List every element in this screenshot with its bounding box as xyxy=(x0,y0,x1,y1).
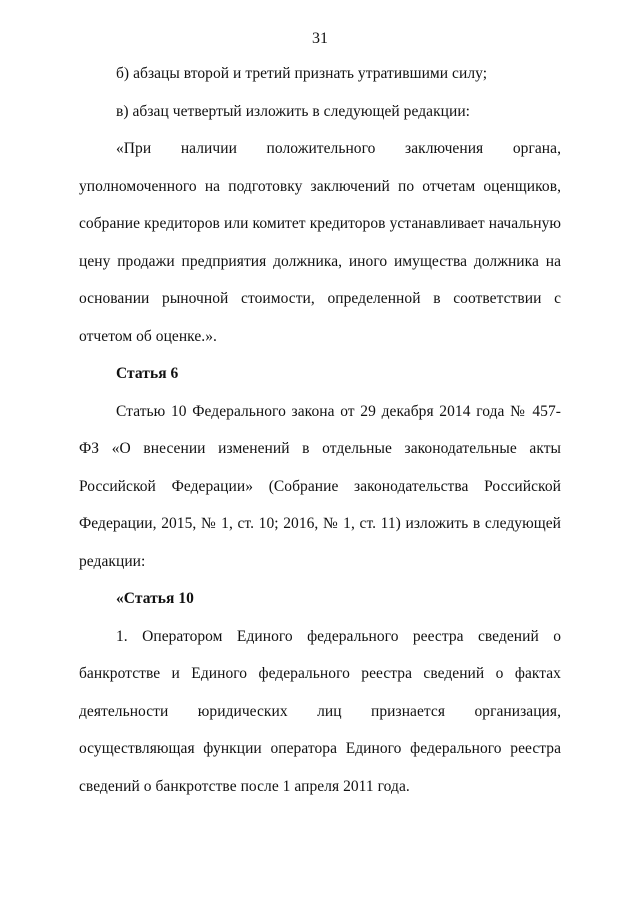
article-6-heading: Статья 6 xyxy=(116,365,179,382)
body-text-block xyxy=(79,55,561,805)
article-10-heading: «Статья 10 xyxy=(116,590,194,607)
paragraph-b: б) абзацы второй и третий признать утратившими силу; xyxy=(116,65,488,82)
page-number: 31 xyxy=(311,30,329,47)
article-10-item-1: 1. Оператором Единого федерального реестра сведений о банкротстве и Единого федерального реестра сведений о фактах деятельности юридических лиц признается организация, осуществляющая функции оператора Единого федерального реестра сведений о банкротстве после 1 апреля 2011 года. xyxy=(79,627,561,795)
article-6-text: Статью 10 Федерального закона от 29 декабря 2014 года № 457-ФЗ «О внесении изменений в отдельные законодательные акты Российской Федерации» (Собрание законодательства Российской Федерации, 2015, № 1, ст. 10; 2016, № 1, ст. 11) изложить в следующей редакции: xyxy=(79,402,561,570)
paragraph-v: в) абзац четвертый изложить в следующей редакции: xyxy=(116,102,471,120)
quoted-paragraph: «При наличии положительного заключения органа, уполномоченного на подготовку заключений по отчетам оценщиков, собрание кредиторов или комитет кредиторов устанавливает начальную цену продажи предприятия должника, иного имущества должника на основании рыночной стоимости, определенной в соответствии с отчетом об оценке.». xyxy=(79,140,561,345)
